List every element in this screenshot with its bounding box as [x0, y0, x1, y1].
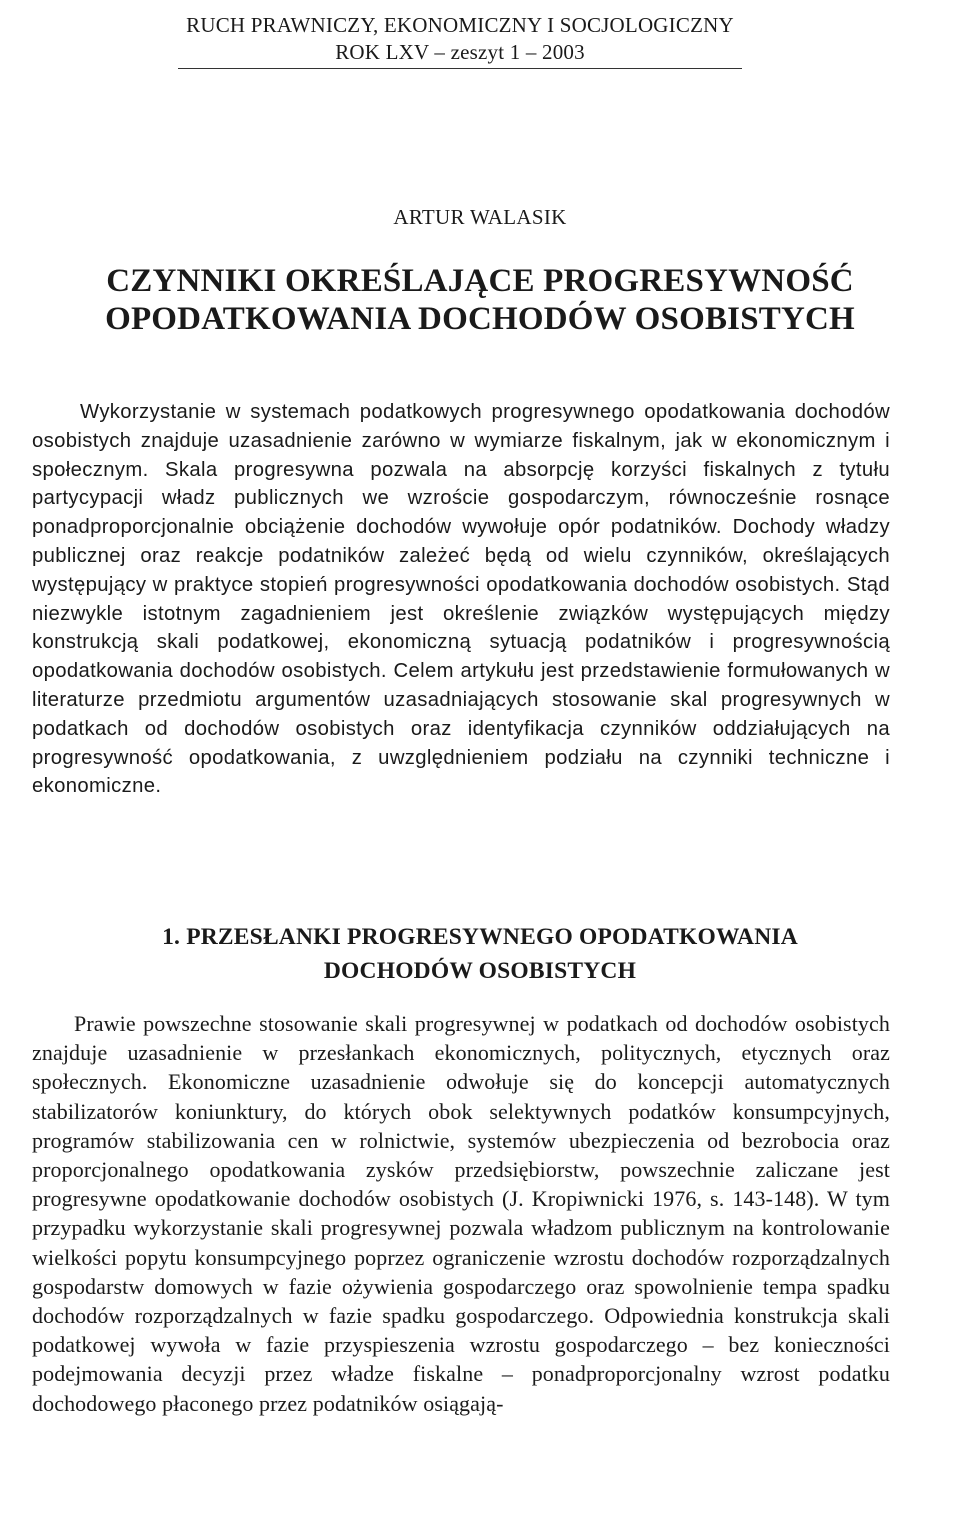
journal-issue: ROK LXV – zeszyt 1 – 2003: [335, 40, 585, 64]
author-name: ARTUR WALASIK: [393, 205, 567, 229]
title-line-1: CZYNNIKI OKREŚLAJĄCE PROGRESYWNOŚĆ: [106, 263, 854, 299]
journal-header: [180, 12, 740, 66]
journal-name: RUCH PRAWNICZY, EKONOMICZNY I SOCJOLOGICZNY: [186, 13, 734, 37]
abstract: Wykorzystanie w systemach podatkowych progresywnego opodatkowania dochodów osobistych znajduje uzasadnienie zarówno w wymiarze fiskalnym, jak w ekonomicznym i społecznym. Skala progresywna pozwala na absorpcję korzyści fiskalnych z tytułu partycypacji władz publicznych we wzroście gospodarczym, równocześnie rosnące ponadproporcjonalnie obciążenie dochodów wywołuje opór podatników. Dochody władzy publicznej oraz reakcje podatników zależeć będą od wielu czynników, określających występujący w praktyce stopień progresywności opodatkowania dochodów osobistych. Stąd niezwykle istotnym zagadnieniem jest określenie związków występujących między konstrukcją skali podatkowej, ekonomiczną sytuacją podatników i progresywnością opodatkowania dochodów osobistych. Celem artykułu jest przedstawienie formułowanych w literaturze przedmiotu argumentów uzasadniających stosowanie skal progresywnych w podatkach od dochodów osobistych oraz identyfikacja czynników oddziałujących na progresywność opodatkowania, z uwzględnieniem podziału na czynniki techniczne i ekonomiczne.: [32, 401, 890, 798]
article-title: [60, 262, 900, 338]
title-line-2: OPODATKOWANIA DOCHODÓW OSOBISTYCH: [105, 301, 855, 337]
section-heading: [60, 920, 900, 988]
section-heading-line-1: 1. PRZESŁANKI PROGRESYWNEGO OPODATKOWANIA: [162, 924, 798, 950]
body-paragraph: Prawie powszechne stosowanie skali progresywnej w podatkach od dochodów osobistych znajduje uzasadnienie w przesłankach ekonomicznych, politycznych, etycznych oraz społecznych. Ekonomiczne uzasadnienie odwołuje się do koncepcji automatycznych stabilizatorów koniunktury, do których obok selektywnych podatków konsumpcyjnych, programów stabilizowania cen w rolnictwie, systemów ubezpieczenia od bezrobocia oraz proporcjonalnego opodatkowania zysków przedsiębiorstw, powszechnie zaliczane jest progresywne opodatkowanie dochodów osobistych (J. Kropiwnicki 1976, s. 143-148). W tym przypadku wykorzystanie skali progresywnej pozwala władzom publicznym na kontrolowanie wielkości popytu konsumpcyjnego poprzez ograniczenie wzrostu dochodów rozporządzalnych gospodarstw domowych w fazie ożywienia gospodarczego oraz spowolnienie tempa spadku dochodów rozporządzalnych w fazie spadku gospodarczego. Odpowiednia konstrukcja skali podatkowej wywoła w fazie przyspieszenia wzrostu gospodarczego – bez konieczności podejmowania decyzji przez władze fiskalne – ponadproporcjonalny wzrost podatku dochodowego płaconego przez podatników osiągają-: [32, 1011, 890, 1416]
header-divider: [178, 68, 742, 69]
section-heading-line-2: DOCHODÓW OSOBISTYCH: [323, 958, 637, 984]
